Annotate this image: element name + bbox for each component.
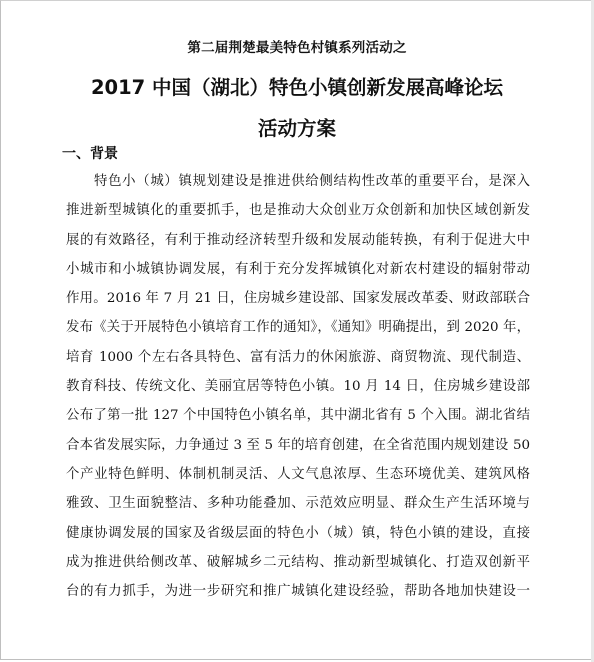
paragraph-line: 推进新型城镇化的重要抓手，也是推动大众创业万众创新和加快区域创新发 [66,203,530,219]
main-title: 2017 中国（湖北）特色小镇创新发展高峰论坛 [90,76,504,99]
paragraph-line: 合本省发展实际，力争通过 3 至 5 年的培育创建，在全省范围内规划建设 50 [66,437,530,453]
paragraph-line: 成为推进供给侧改革、破解城乡二元结构、推动新型城镇化、打造双创新平 [66,554,530,570]
subtitle: 活动方案 [257,117,336,140]
paragraph-line: 公布了第一批 127 个中国特色小镇名单，其中湖北省有 5 个入围。湖北省结 [66,408,530,424]
background-paragraph [66,167,530,606]
section-heading: 一、背景 [62,146,118,162]
paragraph-line: 培育 1000 个左右各具特色、富有活力的休闲旅游、商贸物流、现代制造、 [66,349,530,365]
series-title: 第二届荆楚最美特色村镇系列活动之 [187,40,407,56]
paragraph-line: 台的有力抓手，为进一步研究和推广城镇化建设经验，帮助各地加快建设一 [66,584,530,600]
paragraph-line: 发布《关于开展特色小镇培育工作的通知》，《通知》明确提出，到 2020 年， [66,320,530,336]
paragraph-line: 个产业特色鲜明、体制机制灵活、人文气息浓厚、生态环境优美、建筑风格 [66,466,530,482]
paragraph-line: 教育科技、传统文化、美丽宜居等特色小镇。10 月 14 日，住房城乡建设部 [66,379,530,395]
paragraph-line: 特色小（城）镇规划建设是推进供给侧结构性改革的重要平台，是深入 [94,174,530,189]
paragraph-line: 小城市和小城镇协调发展，有利于充分发挥城镇化对新农村建设的辐射带动 [66,261,530,277]
paragraph-line: 作用。2016 年 7 月 21 日，住房城乡建设部、国家发展改革委、财政部联合 [66,291,530,307]
paragraph-line: 雅致、卫生面貌整洁、多种功能叠加、示范效应明显、群众生产生活环境与 [66,496,530,512]
paragraph-line: 健康协调发展的国家及省级层面的特色小（城）镇，特色小镇的建设，直接 [66,525,530,541]
paragraph-line: 展的有效路径，有利于推动经济转型升级和发展动能转换，有利于促进大中 [66,232,530,248]
